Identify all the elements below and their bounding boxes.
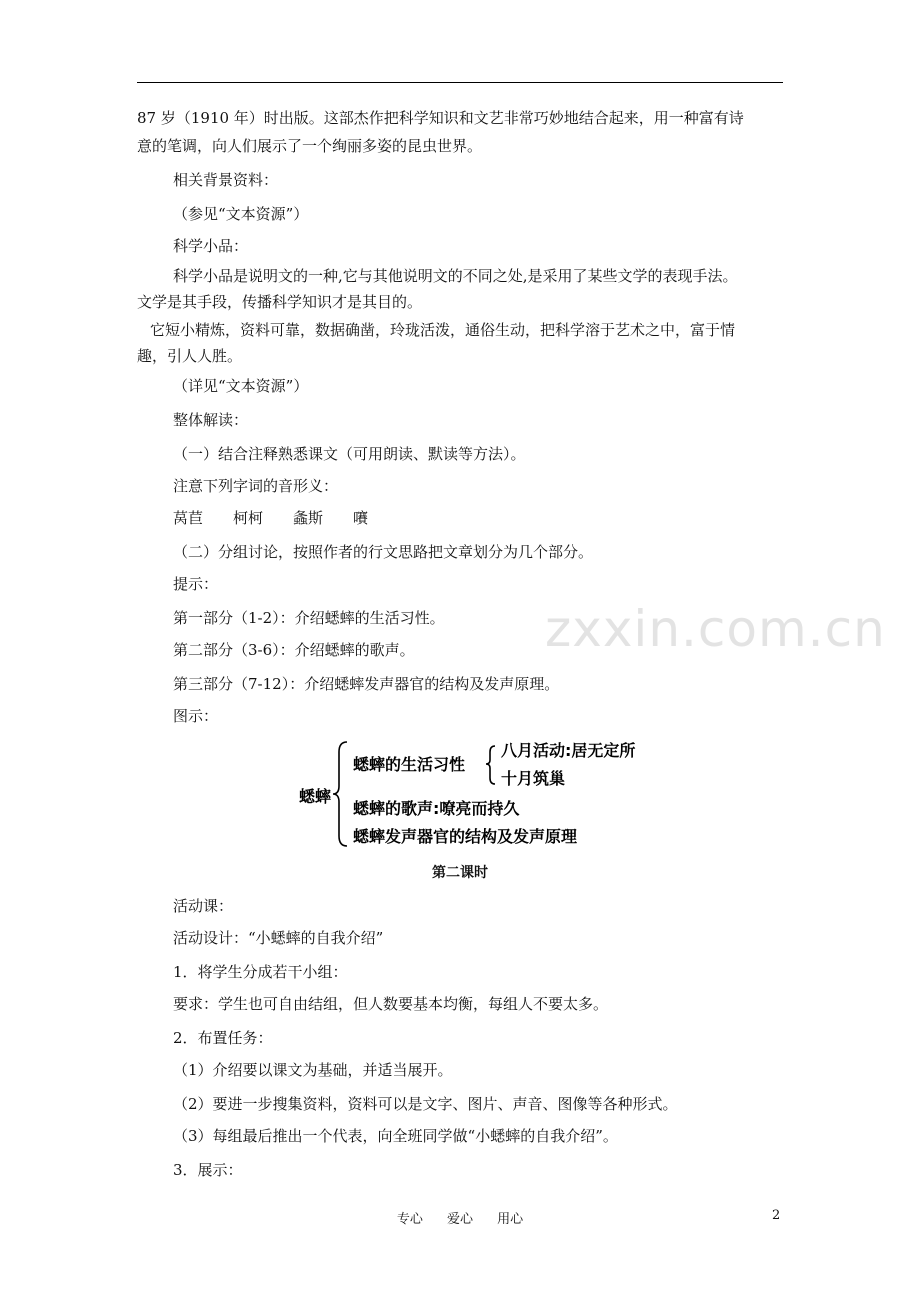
vocab-word: 螽斯	[293, 509, 324, 527]
vocab-word: 莴苣	[173, 509, 204, 527]
step-1: 1．将学生分成若干小组：	[173, 963, 348, 981]
sci-essay-line-2: 文学是其手段，传播科学知识才是其目的。	[137, 293, 423, 311]
background-heading: 相关背景资料：	[173, 171, 279, 189]
intro-line-1: 87 岁（1910 年）时出版。这部杰作把科学知识和文艺非常巧妙地结合起来，用一种富有诗	[137, 109, 744, 127]
task-1: （1）介绍要以课文为基础，并适当展开。	[173, 1061, 453, 1079]
vocab-word: 柯柯	[233, 509, 264, 527]
reading-heading: 整体解读：	[173, 411, 249, 429]
main-brace	[333, 742, 347, 846]
footer-motto: 专心 爱心 用心	[396, 1212, 524, 1227]
step-1-requirement: 要求：学生也可自由结组，但人数要基本均衡，每组人不要太多。	[173, 995, 609, 1013]
reference-note-1: （参见“文本资源”）	[173, 205, 309, 223]
sci-essay-heading: 科学小品：	[173, 237, 249, 255]
part-2: 第二部分（3-6）：介绍蟋蟀的歌声。	[173, 641, 415, 659]
diagram-label: 图示：	[173, 707, 219, 725]
lesson-2-title: 第二课时	[432, 865, 488, 881]
vocabulary-list	[173, 508, 368, 528]
diagram-branch-1-sub-1: 八月活动:居无定所	[501, 741, 636, 760]
sci-essay-line-4: 趣，引人人胜。	[137, 347, 243, 365]
sub-brace	[486, 746, 495, 784]
task-3: （3）每组最后推出一个代表，向全班同学做“小蟋蟀的自我介绍”。	[173, 1127, 618, 1145]
reference-note-2: （详见“文本资源”）	[173, 377, 309, 395]
watermark: zxxin.com.cn	[545, 600, 886, 658]
task-2: （2）要进一步搜集资料，资料可以是文字、图片、声音、图像等各种形式。	[173, 1095, 678, 1113]
sci-essay-line-1: 科学小品是说明文的一种,它与其他说明文的不同之处,是采用了某些文学的表现手法。	[173, 267, 738, 285]
reading-step-2: （二）分组讨论，按照作者的行文思路把文章划分为几个部分。	[173, 543, 594, 561]
activity-label: 活动课：	[173, 897, 234, 915]
diagram-root: 蟋蟀	[299, 787, 332, 806]
diagram-branch-3: 蟋蟀发声器官的结构及发声原理	[353, 827, 578, 846]
step-2: 2．布置任务：	[173, 1029, 273, 1047]
diagram-branch-1: 蟋蟀的生活习性	[353, 755, 466, 774]
sci-essay-line-3: 它短小精炼，资料可靠，数据确凿，玲珑活泼，通俗生动，把科学溶于艺术之中，富于情	[150, 321, 736, 339]
activity-design: 活动设计：“小蟋蟀的自我介绍”	[173, 929, 384, 947]
page-number: 2	[772, 1208, 781, 1223]
structure-diagram	[295, 738, 695, 850]
diagram-branch-1-sub-2: 十月筑巢	[501, 769, 566, 788]
part-1: 第一部分（1-2）：介绍蟋蟀的生活习性。	[173, 609, 445, 627]
part-3: 第三部分（7-12）：介绍蟋蟀发声器官的结构及发声原理。	[173, 675, 560, 693]
header-rule	[137, 82, 783, 83]
vocabulary-note: 注意下列字词的音形义：	[173, 477, 339, 495]
diagram-branch-2: 蟋蟀的歌声:嘹亮而持久	[353, 799, 520, 818]
step-3: 3．展示：	[173, 1161, 243, 1179]
reading-step-1: （一）结合注释熟悉课文（可用朗读、默读等方法）。	[173, 445, 526, 463]
intro-line-2: 意的笔调，向人们展示了一个绚丽多姿的昆虫世界。	[137, 137, 483, 155]
vocab-word: 㘔	[353, 509, 369, 527]
hint-label: 提示：	[173, 575, 219, 593]
